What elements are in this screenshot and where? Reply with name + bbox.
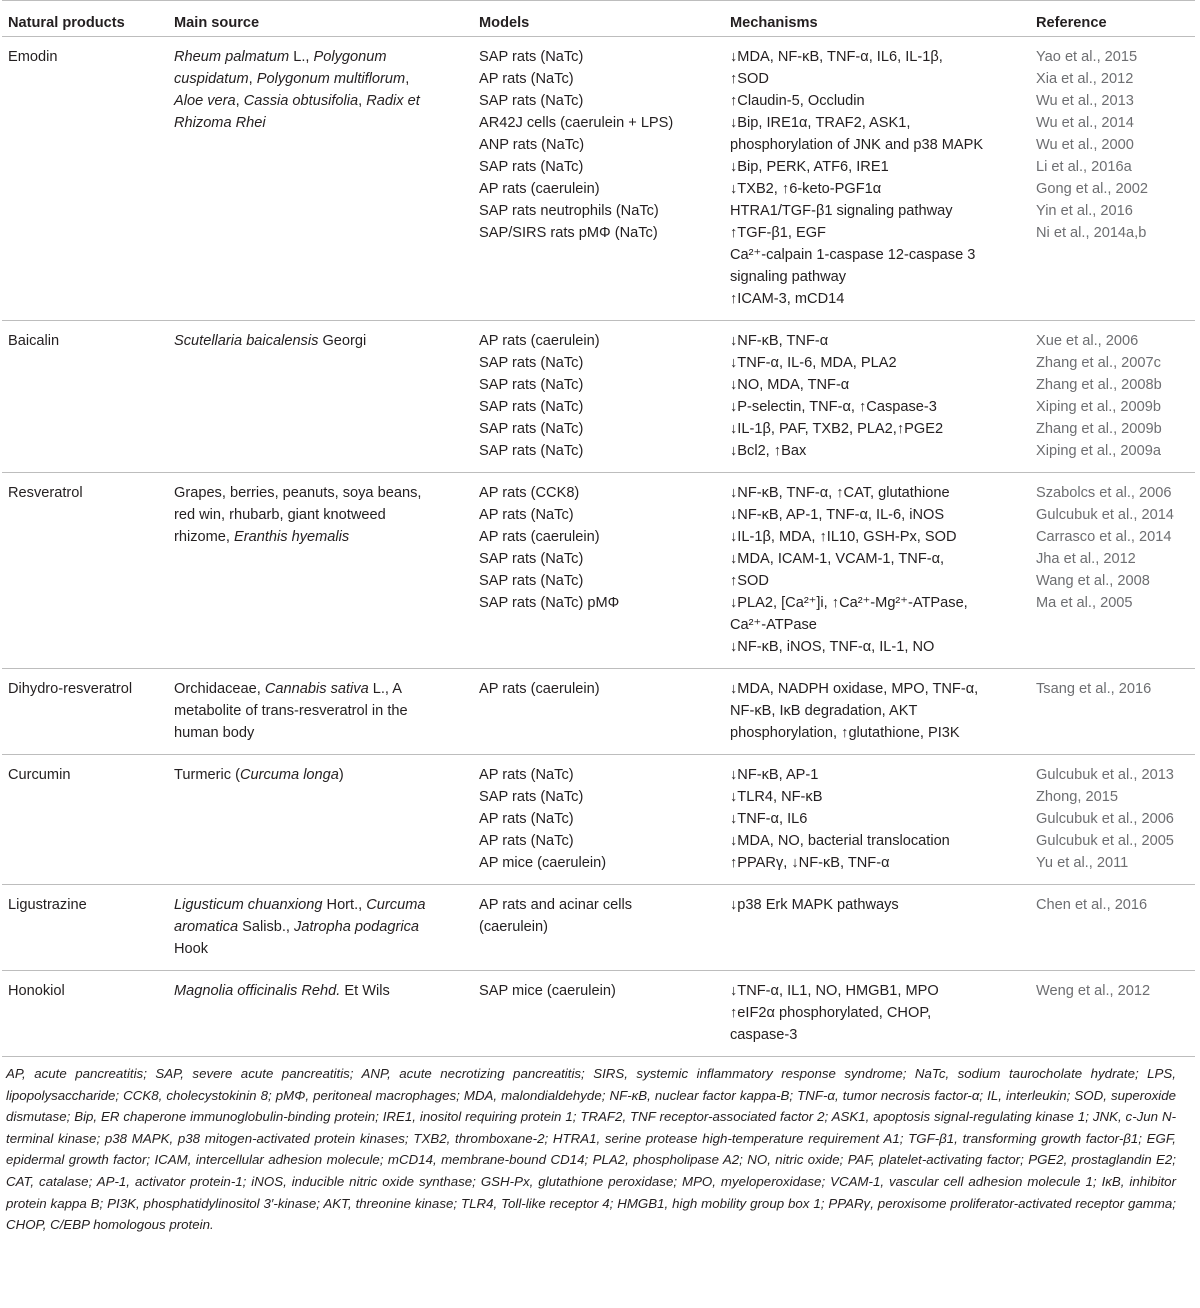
model-line: AP rats (caerulein)	[479, 529, 600, 545]
model-line: SAP rats (NaTc) pMΦ	[479, 595, 620, 611]
source-line: cuspidatum, Polygonum multiflorum,	[174, 71, 410, 87]
mechanism-line: caspase-3	[730, 1027, 798, 1043]
models-cell	[479, 321, 730, 473]
reference-cell	[1036, 669, 1195, 755]
mechanism-line: Ca²⁺-ATPase	[730, 617, 817, 633]
reference-line: Yin et al., 2016	[1036, 203, 1133, 219]
mechanism-line: ↓TNF-α, IL6	[730, 811, 808, 827]
mechanism-line: ↑Claudin-5, Occludin	[730, 93, 865, 109]
model-line: SAP rats (NaTc)	[479, 551, 584, 567]
mechanism-line: phosphorylation of JNK and p38 MAPK	[730, 137, 984, 153]
model-line: AP rats (caerulein)	[479, 681, 600, 697]
source-line: human body	[174, 725, 255, 741]
mechanism-line: ↓MDA, NF-κB, TNF-α, IL6, IL-1β,	[730, 49, 943, 65]
source-line: Rhizoma Rhei	[174, 115, 266, 131]
mechanism-line: ↓MDA, NADPH oxidase, MPO, TNF-α,	[730, 681, 979, 697]
table-footnote: AP, acute pancreatitis; SAP, severe acute pancreatitis; ANP, acute necrotizing pancreatitis; SIRS, systemic inflammatory response syndrome; NaTc, sodium taurocholate hydrate; LPS, lipopolysaccharide; CCK8, cholecystokinin 8; pMΦ, peritoneal macrophages; MDA, malondialdehyde; NF-κB, nuclear factor kappa-B; TNF-α, tumor necrosis factor-α; IL, interleukin; SOD, superoxide dismutase; Bip, ER chaperone immunoglobulin-binding protein; IRE1, inositol requiring protein 1; TRAF2, TNF receptor-associated factor 2; ASK1, apoptosis signal-regulating kinase 1; JNK, c-Jun N-terminal kinase; p38 MAPK, p38 mitogen-activated protein kinases; TXB2, thromboxane-2; HTRA1, serine protease high-temperature requirement A1; TGF-β1, transforming growth factor-β1; EGF, epidermal growth factor; ICAM, intercellular adhesion molecule; mCD14, membrane-bound CD14; PLA2, phospholipase A2; NO, nitric oxide; PAF, platelet-activating factor; PGE2, prostaglandin E2; CAT, catalase; AP-1, activator protein-1; iNOS, inducible nitric oxide synthase; GSH-Px, glutathione peroxidase; MPO, myeloperoxidase; VCAM-1, vascular cell adhesion molecule 1; IκB, inhibitor protein kappa B; PI3K, phosphatidylinositol 3′-kinase; AKT, threonine kinase; TLR4, Toll-like receptor 4; HMGB1, high mobility group box 1; PPARγ, peroxisome proliferator-activated receptor gamma; CHOP, C/EBP homologous protein.	[6, 1066, 1176, 1233]
model-line: AP rats (NaTc)	[479, 833, 574, 849]
model-line: AP rats (NaTc)	[479, 507, 574, 523]
mechanism-line: signaling pathway	[730, 269, 847, 285]
reference-line: Szabolcs et al., 2006	[1036, 485, 1172, 501]
mechanism-line: ↓NF-κB, TNF-α, ↑CAT, glutathione	[730, 485, 950, 501]
source-line: Hook	[174, 941, 209, 957]
reference-line: Zhang et al., 2009b	[1036, 421, 1162, 437]
reference-line: Xiping et al., 2009b	[1036, 399, 1161, 415]
reference-cell	[1036, 473, 1195, 669]
reference-line: Wang et al., 2008	[1036, 573, 1150, 589]
mechanism-line: ↓TXB2, ↑6-keto-PGF1α	[730, 181, 882, 197]
reference-line: Wu et al., 2014	[1036, 115, 1134, 131]
models-cell	[479, 755, 730, 885]
source-line: Turmeric (Curcuma longa)	[174, 767, 344, 783]
model-line: SAP rats neutrophils (NaTc)	[479, 203, 659, 219]
models-cell	[479, 473, 730, 669]
model-line: SAP rats (NaTc)	[479, 93, 584, 109]
mechanisms-cell	[730, 473, 1036, 669]
mechanism-line: Ca²⁺-calpain 1-caspase 12-caspase 3	[730, 247, 976, 263]
model-line: SAP rats (NaTc)	[479, 421, 584, 437]
mechanism-line: ↓NF-κB, AP-1	[730, 767, 819, 783]
model-line: SAP mice (caerulein)	[479, 983, 616, 999]
mechanism-line: ↓NO, MDA, TNF-α	[730, 377, 850, 393]
reference-line: Tsang et al., 2016	[1036, 681, 1152, 697]
model-line: AP rats (caerulein)	[479, 181, 600, 197]
mechanism-line: ↓TLR4, NF-κB	[730, 789, 823, 805]
model-line: AP rats (NaTc)	[479, 71, 574, 87]
model-line: SAP rats (NaTc)	[479, 573, 584, 589]
table-row-group	[2, 473, 1195, 669]
model-line: SAP rats (NaTc)	[479, 399, 584, 415]
reference-line: Yao et al., 2015	[1036, 49, 1138, 65]
header-mechanisms: Mechanisms	[730, 1, 1036, 37]
model-line: SAP rats (NaTc)	[479, 789, 584, 805]
reference-line: Weng et al., 2012	[1036, 983, 1151, 999]
mechanisms-cell	[730, 971, 1036, 1057]
header-models: Models	[479, 1, 730, 37]
mechanism-line: ↓PLA2, [Ca²⁺]i, ↑Ca²⁺-Mg²⁺-ATPase,	[730, 595, 968, 611]
reference-line: Xue et al., 2006	[1036, 333, 1139, 349]
reference-line: Ni et al., 2014a,b	[1036, 225, 1147, 241]
source-line: Scutellaria baicalensis Georgi	[174, 333, 367, 349]
models-cell	[479, 971, 730, 1057]
model-line: SAP rats (NaTc)	[479, 443, 584, 459]
reference-line: Gulcubuk et al., 2005	[1036, 833, 1174, 849]
mechanism-line: ↑eIF2α phosphorylated, CHOP,	[730, 1005, 932, 1021]
source-cell	[174, 473, 479, 669]
model-line: SAP/SIRS rats pMΦ (NaTc)	[479, 225, 658, 241]
reference-line: Ma et al., 2005	[1036, 595, 1133, 611]
model-line: (caerulein)	[479, 919, 548, 935]
source-cell	[174, 669, 479, 755]
reference-line: Wu et al., 2000	[1036, 137, 1134, 153]
mechanism-line: HTRA1/TGF-β1 signaling pathway	[730, 203, 953, 219]
reference-line: Zhang et al., 2007c	[1036, 355, 1161, 371]
model-line: AR42J cells (caerulein + LPS)	[479, 115, 674, 131]
source-line: Rheum palmatum L., Polygonum	[174, 49, 387, 65]
mechanism-line: ↓P-selectin, TNF-α, ↑Caspase-3	[730, 399, 937, 415]
model-line: AP rats (NaTc)	[479, 767, 574, 783]
reference-line: Xia et al., 2012	[1036, 71, 1134, 87]
model-line: AP rats (CCK8)	[479, 485, 580, 501]
reference-line: Wu et al., 2013	[1036, 93, 1134, 109]
mechanisms-cell	[730, 885, 1036, 971]
source-line: Ligusticum chuanxiong Hort., Curcuma	[174, 897, 426, 913]
reference-line: Li et al., 2016a	[1036, 159, 1132, 175]
reference-cell	[1036, 885, 1195, 971]
mechanism-line: ↓NF-κB, iNOS, TNF-α, IL-1, NO	[730, 639, 935, 655]
model-line: AP rats (NaTc)	[479, 811, 574, 827]
table-row-group	[2, 755, 1195, 885]
table-row-group	[2, 37, 1195, 321]
mechanism-line: ↑SOD	[730, 71, 769, 87]
model-line: AP mice (caerulein)	[479, 855, 607, 871]
mechanisms-cell	[730, 37, 1036, 321]
mechanism-line: ↓NF-κB, TNF-α	[730, 333, 829, 349]
source-line: aromatica Salisb., Jatropha podagrica	[174, 919, 419, 935]
natural-products-table	[2, 0, 1195, 1057]
table-row	[2, 755, 1195, 885]
product-cell: Ligustrazine	[8, 897, 87, 913]
source-line: Aloe vera, Cassia obtusifolia, Radix et	[174, 93, 420, 109]
reference-line: Zhang et al., 2008b	[1036, 377, 1162, 393]
model-line: AP rats and acinar cells	[479, 897, 633, 913]
mechanisms-cell	[730, 669, 1036, 755]
model-line: ANP rats (NaTc)	[479, 137, 585, 153]
table-header-row	[2, 1, 1195, 37]
mechanism-line: ↓NF-κB, AP-1, TNF-α, IL-6, iNOS	[730, 507, 945, 523]
source-cell	[174, 971, 479, 1057]
reference-line: Gulcubuk et al., 2013	[1036, 767, 1174, 783]
product-cell: Curcumin	[8, 767, 71, 783]
source-cell	[174, 755, 479, 885]
table-row-group	[2, 971, 1195, 1057]
mechanism-line: ↓MDA, ICAM-1, VCAM-1, TNF-α,	[730, 551, 945, 567]
table-row	[2, 473, 1195, 669]
mechanism-line: ↓p38 Erk MAPK pathways	[730, 897, 899, 913]
model-line: SAP rats (NaTc)	[479, 49, 584, 65]
reference-line: Gulcubuk et al., 2006	[1036, 811, 1174, 827]
mechanism-line: ↓Bip, IRE1α, TRAF2, ASK1,	[730, 115, 911, 131]
mechanism-line: ↑ICAM-3, mCD14	[730, 291, 845, 307]
mechanism-line: ↑PPARγ, ↓NF-κB, TNF-α	[730, 855, 890, 871]
reference-cell	[1036, 37, 1195, 321]
mechanism-line: ↓Bip, PERK, ATF6, IRE1	[730, 159, 889, 175]
model-line: SAP rats (NaTc)	[479, 377, 584, 393]
model-line: SAP rats (NaTc)	[479, 355, 584, 371]
models-cell	[479, 885, 730, 971]
model-line: AP rats (caerulein)	[479, 333, 600, 349]
table-row	[2, 669, 1195, 755]
product-cell: Resveratrol	[8, 485, 83, 501]
mechanism-line: phosphorylation, ↑glutathione, PI3K	[730, 725, 960, 741]
product-cell: Dihydro-resveratrol	[8, 681, 133, 697]
mechanism-line: ↓TNF-α, IL-6, MDA, PLA2	[730, 355, 897, 371]
table-row-group	[2, 669, 1195, 755]
models-cell	[479, 669, 730, 755]
mechanism-line: ↓IL-1β, MDA, ↑IL10, GSH-Px, SOD	[730, 529, 957, 545]
source-line: Grapes, berries, peanuts, soya beans,	[174, 485, 422, 501]
reference-line: Zhong, 2015	[1036, 789, 1118, 805]
mechanism-line: ↑SOD	[730, 573, 769, 589]
reference-cell	[1036, 755, 1195, 885]
source-line: Magnolia officinalis Rehd. Et Wils	[174, 983, 390, 999]
mechanism-line: ↑TGF-β1, EGF	[730, 225, 826, 241]
source-line: red win, rhubarb, giant knotweed	[174, 507, 386, 523]
source-cell	[174, 321, 479, 473]
reference-line: Gong et al., 2002	[1036, 181, 1148, 197]
reference-line: Gulcubuk et al., 2014	[1036, 507, 1174, 523]
product-cell: Baicalin	[8, 333, 60, 349]
reference-line: Yu et al., 2011	[1036, 855, 1129, 871]
reference-line: Xiping et al., 2009a	[1036, 443, 1161, 459]
mechanism-line: ↓TNF-α, IL1, NO, HMGB1, MPO	[730, 983, 939, 999]
header-natural-products: Natural products	[2, 1, 174, 37]
header-main-source: Main source	[174, 1, 479, 37]
mechanism-line: ↓MDA, NO, bacterial translocation	[730, 833, 950, 849]
mechanism-line: ↓Bcl2, ↑Bax	[730, 443, 807, 459]
source-cell	[174, 885, 479, 971]
table-row	[2, 885, 1195, 971]
reference-line: Chen et al., 2016	[1036, 897, 1148, 913]
source-line: metabolite of trans-resveratrol in the	[174, 703, 408, 719]
models-cell	[479, 37, 730, 321]
header-reference: Reference	[1036, 1, 1195, 37]
mechanism-line: ↓IL-1β, PAF, TXB2, PLA2,↑PGE2	[730, 421, 944, 437]
model-line: SAP rats (NaTc)	[479, 159, 584, 175]
mechanism-line: NF-κB, IκB degradation, AKT	[730, 703, 918, 719]
table-row-group	[2, 321, 1195, 473]
reference-line: Jha et al., 2012	[1036, 551, 1136, 567]
table-row-group	[2, 885, 1195, 971]
table-row	[2, 971, 1195, 1057]
mechanisms-cell	[730, 755, 1036, 885]
source-line: rhizome, Eranthis hyemalis	[174, 529, 350, 545]
reference-line: Carrasco et al., 2014	[1036, 529, 1172, 545]
product-cell: Emodin	[8, 49, 58, 65]
product-cell: Honokiol	[8, 983, 65, 999]
table-row	[2, 37, 1195, 321]
table-row	[2, 321, 1195, 473]
source-cell	[174, 37, 479, 321]
reference-cell	[1036, 971, 1195, 1057]
mechanisms-cell	[730, 321, 1036, 473]
reference-cell	[1036, 321, 1195, 473]
source-line: Orchidaceae, Cannabis sativa L., A	[174, 681, 402, 697]
